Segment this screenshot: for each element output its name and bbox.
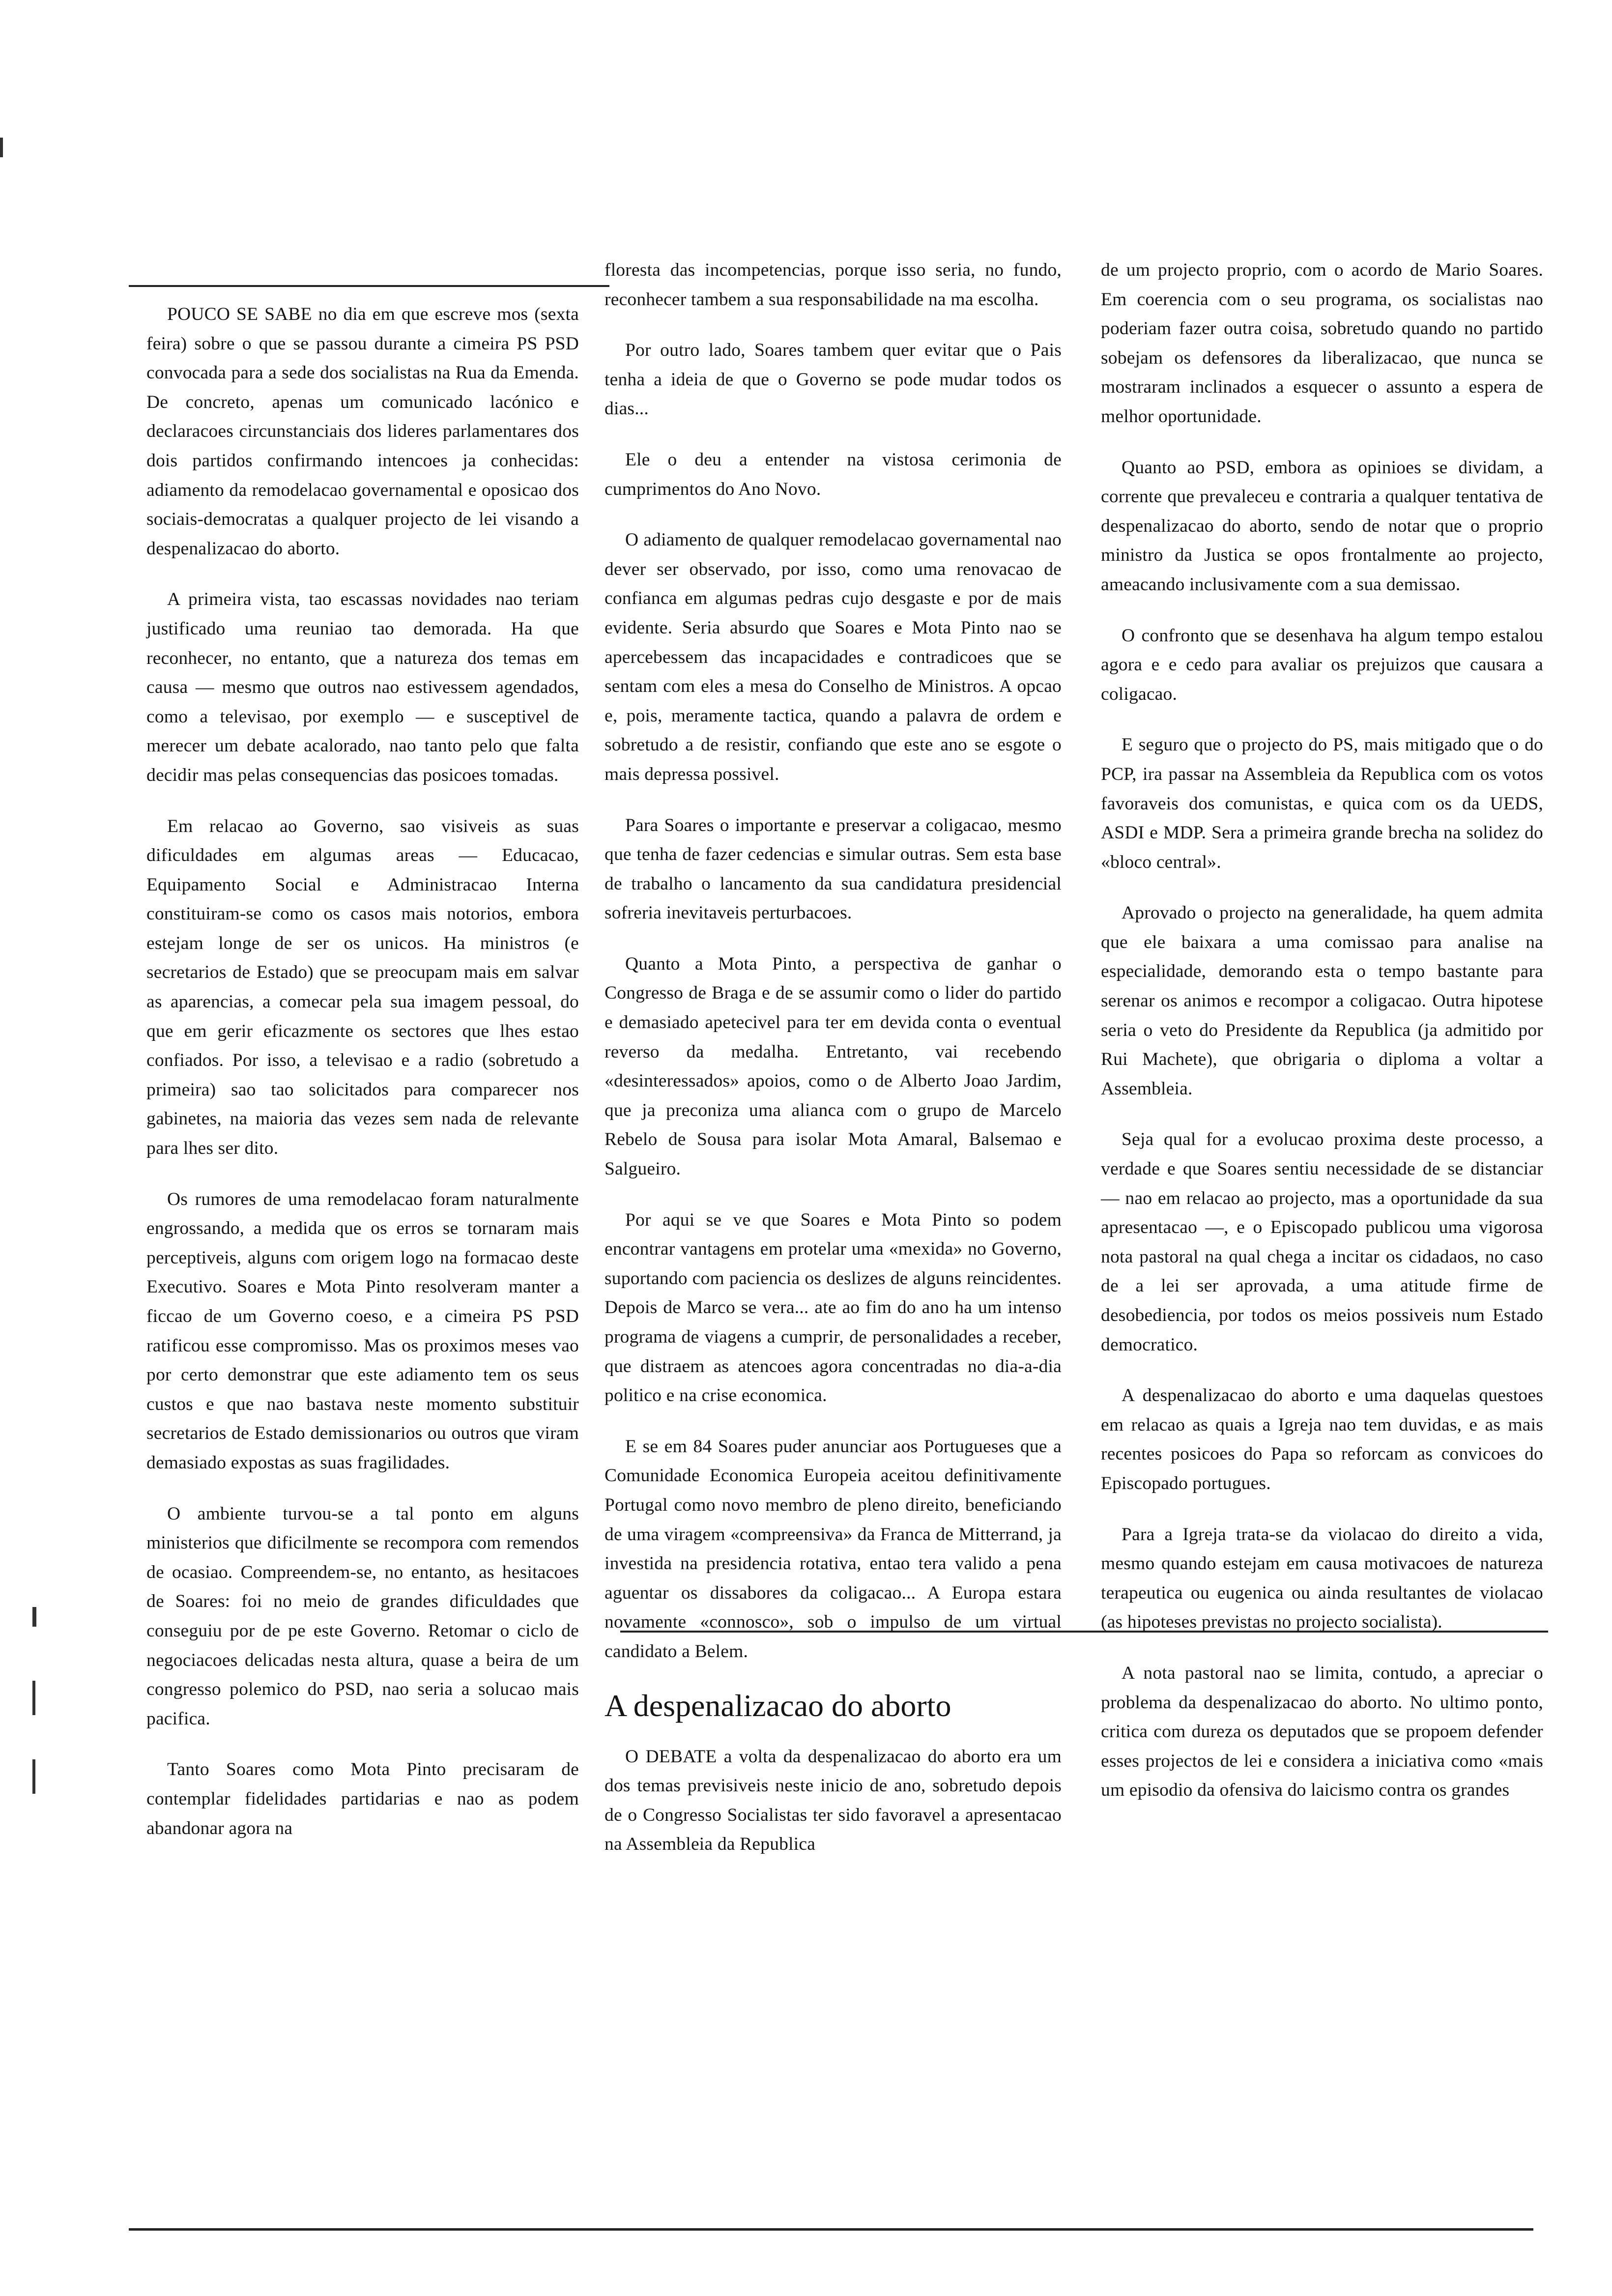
scan-mark xyxy=(0,138,3,157)
top-rule xyxy=(129,285,609,287)
article-column-3 xyxy=(1101,256,1543,1827)
article-paragraph: Por outro lado, Soares tambem quer evitar que o Pais tenha a ideia de que o Governo se pode mudar todos os dias... xyxy=(604,340,1062,419)
section-heading: A despenalizacao do aborto xyxy=(604,1688,951,1723)
article-paragraph: Os rumores de uma remodelacao foram naturalmente engrossando, a medida que os erros se tornaram mais perceptiveis, alguns com origem logo na formacao deste Executivo. Soares e Mota Pinto resolveram manter a ficcao de um Governo coeso, e a cimeira PS PSD ratificou esse compromisso. Mas os proximos meses vao por certo demonstrar que este adiamento tem os seus custos e que nao bastava neste momento substituir secretarios de Estado demissionarios ou outros que viram demasiado expostas as suas fragilidades. xyxy=(146,1189,579,1473)
article-paragraph: Por aqui se ve que Soares e Mota Pinto so podem encontrar vantagens em protelar uma «mexida» no Governo, suportando com paciencia os deslizes de alguns reincidentes. Depois de Marco se vera... ate ao fim do ano ha um intenso programa de viagens a cumprir, de personalidades a receber, que distraem as atencoes agora concentradas no dia-a-dia politico e na crise economica. xyxy=(604,1209,1062,1406)
article-paragraph: E se em 84 Soares puder anunciar aos Portugueses que a Comunidade Economica Europeia aceitou definitivamente Portugal como novo membro de pleno direito, beneficiando de uma viragem «compreensiva» da Franca de Mitterrand, ja investida na presidencia rotativa, entao tera valido a pena aguentar os dissabores da coligacao... A Europa estara novamente «connosco», sob o impulso de um virtual candidato a Belem. xyxy=(604,1436,1062,1662)
article-paragraph: A despenalizacao do aborto e uma daquelas questoes em relacao as quais a Igreja nao tem duvidas, e as mais recentes posicoes do Papa so reforcam as convicoes do Episcopado portugues. xyxy=(1101,1385,1543,1493)
article-paragraph: Em relacao ao Governo, sao visiveis as suas dificuldades em algumas areas — Educacao, Equipamento Social e Administracao Interna constituiram-se como os casos mais notorios, embora estejam longe de ser os unicos. Ha ministros (e secretarios de Estado) que se preocupam mais em salvar as aparencias, a comecar pela sua imagem pessoal, do que em gerir eficazmente os sectores que lhes estao confiados. Por isso, a televisao e a radio (sobretudo a primeira) sao tao solicitados para comparecer nos gabinetes, na maioria das vezes sem nada de relevante para lhes ser dito. xyxy=(146,816,579,1159)
scan-mark xyxy=(32,1681,35,1715)
article-paragraph: Quanto ao PSD, embora as opinioes se dividam, a corrente que prevaleceu e contraria a qualquer tentativa de despenalizacao do aborto, sendo de notar que o proprio ministro da Justica se opos frontalmente ao projecto, ameacando inclusivamente com a sua demissao. xyxy=(1101,457,1543,595)
article-paragraph: Para a Igreja trata-se da violacao do direito a vida, mesmo quando estejam em causa motivacoes de natureza terapeutica ou eugenica ou ainda resultantes de violacao (as hipoteses previstas no projecto socialista). xyxy=(1101,1524,1543,1633)
article-column-2 xyxy=(604,256,1062,1881)
article-paragraph: O adiamento de qualquer remodelacao governamental nao dever ser observado, por isso, como uma renovacao de confianca em algumas pedras cujo desgaste e por de mais evidente. Seria absurdo que Soares e Mota Pinto nao se apercebessem das incapacidades e contradicoes que se sentam com eles a mesa do Conselho de Ministros. A opcao e, pois, meramente tactica, quando a palavra de ordem e sobretudo a de resistir, confiando que este ano se esgote o mais depressa possivel. xyxy=(604,530,1062,784)
article-paragraph: de um projecto proprio, com o acordo de Mario Soares. Em coerencia com o seu programa, os socialistas nao poderiam fazer outra coisa, sobretudo quando no partido sobejam os defensores da liberalizacao, que nunca se mostraram inclinados a esquecer o assunto a espera de melhor oportunidade. xyxy=(1101,260,1543,427)
article-paragraph: Seja qual for a evolucao proxima deste processo, a verdade e que Soares sentiu necessidade de se distanciar — nao em relacao ao projecto, mas a oportunidade da sua apresentacao —, e o Episcopado publicou uma vigorosa nota pastoral na qual chega a incitar os cidadaos, no caso de a lei ser aprovada, a uma atitude firme de desobediencia, por todos os meios possiveis num Estado democratico. xyxy=(1101,1129,1543,1355)
article-paragraph: Quanto a Mota Pinto, a perspectiva de ganhar o Congresso de Braga e de se assumir como o lider do partido e demasiado apetecivel para ter em devida conta o eventual reverso da medalha. Entretanto, vai recebendo «desinteressados» apoios, como o de Alberto Joao Jardim, que ja preconiza uma alianca com o grupo de Marcelo Rebelo de Sousa para isolar Mota Amaral, Balsemao e Salgueiro. xyxy=(604,953,1062,1179)
article-paragraph: O confronto que se desenhava ha algum tempo estalou agora e e cedo para avaliar os prejuizos que causara a coligacao. xyxy=(1101,625,1543,704)
scan-mark xyxy=(32,1759,35,1794)
bottom-rule xyxy=(129,2228,1533,2231)
article-paragraph: E seguro que o projecto do PS, mais mitigado que o do PCP, ira passar na Assembleia da Republica com os votos favoraveis dos comunistas, e quica com os da UEDS, ASDI e MDP. Sera a primeira grande brecha na solidez do «bloco central». xyxy=(1101,735,1543,872)
scan-mark xyxy=(32,1607,36,1627)
article-paragraph: A primeira vista, tao escassas novidades nao teriam justificado uma reuniao tao demorada. Ha que reconhecer, no entanto, que a natureza dos temas em causa — mesmo que outros nao estivessem agendados, como a televisao, por exemplo — e susceptivel de merecer um debate acalorado, nao tanto pelo que falta decidir mas pelas consequencias das posicoes tomadas. xyxy=(146,589,579,785)
article-paragraph: POUCO SE SABE no dia em que escreve mos (sexta feira) sobre o que se passou durante a cimeira PS PSD convocada para a sede dos socialistas na Rua da Emenda. De concreto, apenas um comunicado lacónico e declaracoes circunstanciais dos lideres parlamentares dos dois partidos confirmando intencoes ja conhecidas: adiamento da remodelacao governamental e oposicao dos sociais-democratas a qualquer projecto de lei visando a despenalizacao do aborto. xyxy=(146,304,579,559)
article-paragraph: O ambiente turvou-se a tal ponto em alguns ministerios que dificilmente se recompora com remendos de ocasiao. Compreendem-se, no entanto, as hesitacoes de Soares: foi no meio de grandes dificuldades que conseguiu por de pe este Governo. Retomar o ciclo de negociacoes delicadas nesta altura, quase a beira de um congresso polemico do PSD, nao seria a solucao mais pacifica. xyxy=(146,1503,579,1729)
article-paragraph: Para Soares o importante e preservar a coligacao, mesmo que tenha de fazer cedencias e simular outras. Sem esta base de trabalho o lancamento da sua candidatura presidencial sofreria inevitaveis perturbacoes. xyxy=(604,815,1062,923)
article-column-1 xyxy=(146,300,579,1865)
article-paragraph: Tanto Soares como Mota Pinto precisaram de contemplar fidelidades partidarias e nao as podem abandonar agora na xyxy=(146,1759,579,1838)
article-paragraph: A nota pastoral nao se limita, contudo, a apreciar o problema da despenalizacao do aborto. No ultimo ponto, critica com dureza os deputados que se propoem defender esses projectos de lei e considera a iniciativa como «mais um episodio da ofensiva do laicismo contra os grandes xyxy=(1101,1663,1543,1801)
article-paragraph: O DEBATE a volta da despenalizacao do aborto era um dos temas previsiveis neste inicio de ano, sobretudo depois de o Congresso Socialistas ter sido favoravel a apresentacao na Assembleia da Republica xyxy=(604,1746,1062,1855)
article-paragraph: floresta das incompetencias, porque isso seria, no fundo, reconhecer tambem a sua responsabilidade na ma escolha. xyxy=(604,260,1062,310)
article-paragraph: Aprovado o projecto na generalidade, ha quem admita que ele baixara a uma comissao para analise na especialidade, demorando esta o tempo bastante para serenar os animos e recompor a coligacao. Outra hipotese seria o veto do Presidente da Republica (ja admitido por Rui Machete), que obrigaria o diploma a voltar a Assembleia. xyxy=(1101,903,1543,1099)
article-paragraph: Ele o deu a entender na vistosa cerimonia de cumprimentos do Ano Novo. xyxy=(604,449,1062,499)
